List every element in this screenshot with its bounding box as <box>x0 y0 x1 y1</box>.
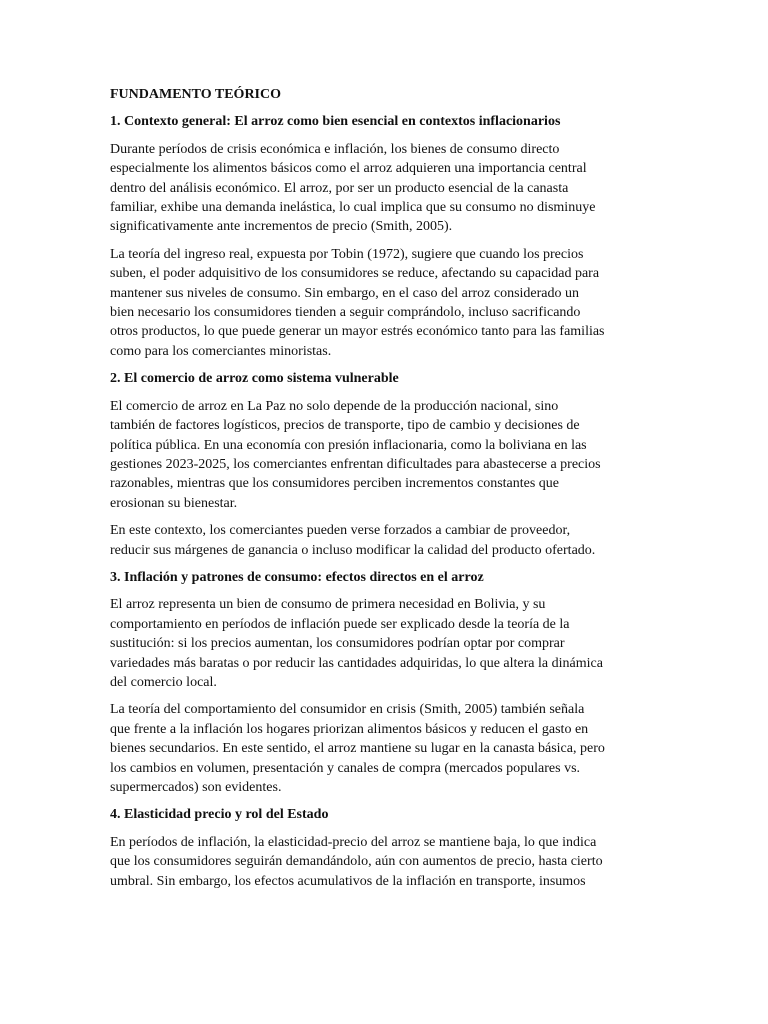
paragraph-line: que los consumidores seguirán demandándolo, aún con aumentos de precio, hasta cierto <box>110 854 603 870</box>
paragraph-line: mantener sus niveles de consumo. Sin embargo, en el caso del arroz considerado un <box>110 285 579 301</box>
paragraph-line: El arroz representa un bien de consumo de primera necesidad en Bolivia, y su <box>110 597 546 613</box>
paragraph-line: política pública. En una economía con presión inflacionaria, como la boliviana en las <box>110 437 587 453</box>
body-paragraph <box>110 521 660 560</box>
paragraph-line: del comercio local. <box>110 674 217 690</box>
paragraph-line: como para los comerciantes minoristas. <box>110 343 332 359</box>
section-heading: 2. El comercio de arroz como sistema vulnerable <box>110 371 399 387</box>
paragraph-line: En períodos de inflación, la elasticidad-precio del arroz se mantiene baja, lo que indica <box>110 834 597 850</box>
paragraph-line: dentro del análisis económico. El arroz, por ser un producto esencial de la canasta <box>110 180 569 196</box>
paragraph-line: En este contexto, los comerciantes pueden verse forzados a cambiar de proveedor, <box>110 523 571 539</box>
paragraph-line: umbral. Sin embargo, los efectos acumulativos de la inflación en transporte, insumos <box>110 873 586 889</box>
body-paragraph <box>110 700 660 797</box>
section-heading: 3. Inflación y patrones de consumo: efectos directos en el arroz <box>110 569 484 585</box>
paragraph-line: erosionan su bienestar. <box>110 495 238 511</box>
paragraph-line: los cambios en volumen, presentación y canales de compra (mercados populares vs. <box>110 760 581 776</box>
paragraph-line: gestiones 2023-2025, los comerciantes enfrentan dificultades para abastecerse a precios <box>110 456 601 472</box>
paragraph-line: especialmente los alimentos básicos como el arroz adquieren una importancia central <box>110 161 587 177</box>
body-paragraph <box>110 833 660 891</box>
paragraph-line: El comercio de arroz en La Paz no solo depende de la producción nacional, sino <box>110 398 559 414</box>
section-heading: 4. Elasticidad precio y rol del Estado <box>110 807 329 823</box>
paragraph-line: La teoría del ingreso real, expuesta por Tobin (1972), sugiere que cuando los precios <box>110 246 584 262</box>
paragraph-line: otros productos, lo que puede generar un mayor estrés económico tanto para las familias <box>110 324 605 340</box>
document-title: FUNDAMENTO TEÓRICO <box>110 87 282 102</box>
paragraph-line: reducir sus márgenes de ganancia o incluso modificar la calidad del producto ofertado. <box>110 542 596 558</box>
paragraph-line: significativamente ante incrementos de precio (Smith, 2005). <box>110 219 453 235</box>
paragraph-line: razonables, mientras que los consumidores perciben incrementos constantes que <box>110 476 560 492</box>
paragraph-line: familiar, exhibe una demanda inelástica, lo cual implica que su consumo no disminuye <box>110 200 596 216</box>
paragraph-line: La teoría del comportamiento del consumidor en crisis (Smith, 2005) también señala <box>110 702 585 718</box>
body-paragraph <box>110 140 660 237</box>
paragraph-line: supermercados) son evidentes. <box>110 780 282 795</box>
body-paragraph <box>110 245 660 361</box>
paragraph-line: comportamiento en períodos de inflación puede ser explicado desde la teoría de la <box>110 616 570 632</box>
paragraph-line: bien necesario los consumidores tienden a seguir comprándolo, incluso sacrificando <box>110 305 581 321</box>
body-paragraph <box>110 595 660 692</box>
paragraph-line: variedades más baratas o por reducir las cantidades adquiridas, lo que altera la dinámica <box>110 655 603 671</box>
paragraph-line: que frente a la inflación los hogares priorizan alimentos básicos y reducen el gasto en <box>110 721 589 737</box>
body-paragraph <box>110 397 660 513</box>
paragraph-line: suben, el poder adquisitivo de los consumidores se reduce, afectando su capacidad para <box>110 266 600 282</box>
section-heading: 1. Contexto general: El arroz como bien esencial en contextos inflacionarios <box>110 114 561 130</box>
paragraph-line: bienes secundarios. En este sentido, el arroz mantiene su lugar en la canasta básica, pero <box>110 741 605 757</box>
document-body <box>110 85 660 899</box>
paragraph-line: sustitución: si los precios aumentan, los consumidores podrían optar por comprar <box>110 636 565 652</box>
paragraph-line: también de factores logísticos, precios de transporte, tipo de cambio y decisiones de <box>110 418 580 434</box>
paragraph-line: Durante períodos de crisis económica e inflación, los bienes de consumo directo <box>110 141 560 157</box>
